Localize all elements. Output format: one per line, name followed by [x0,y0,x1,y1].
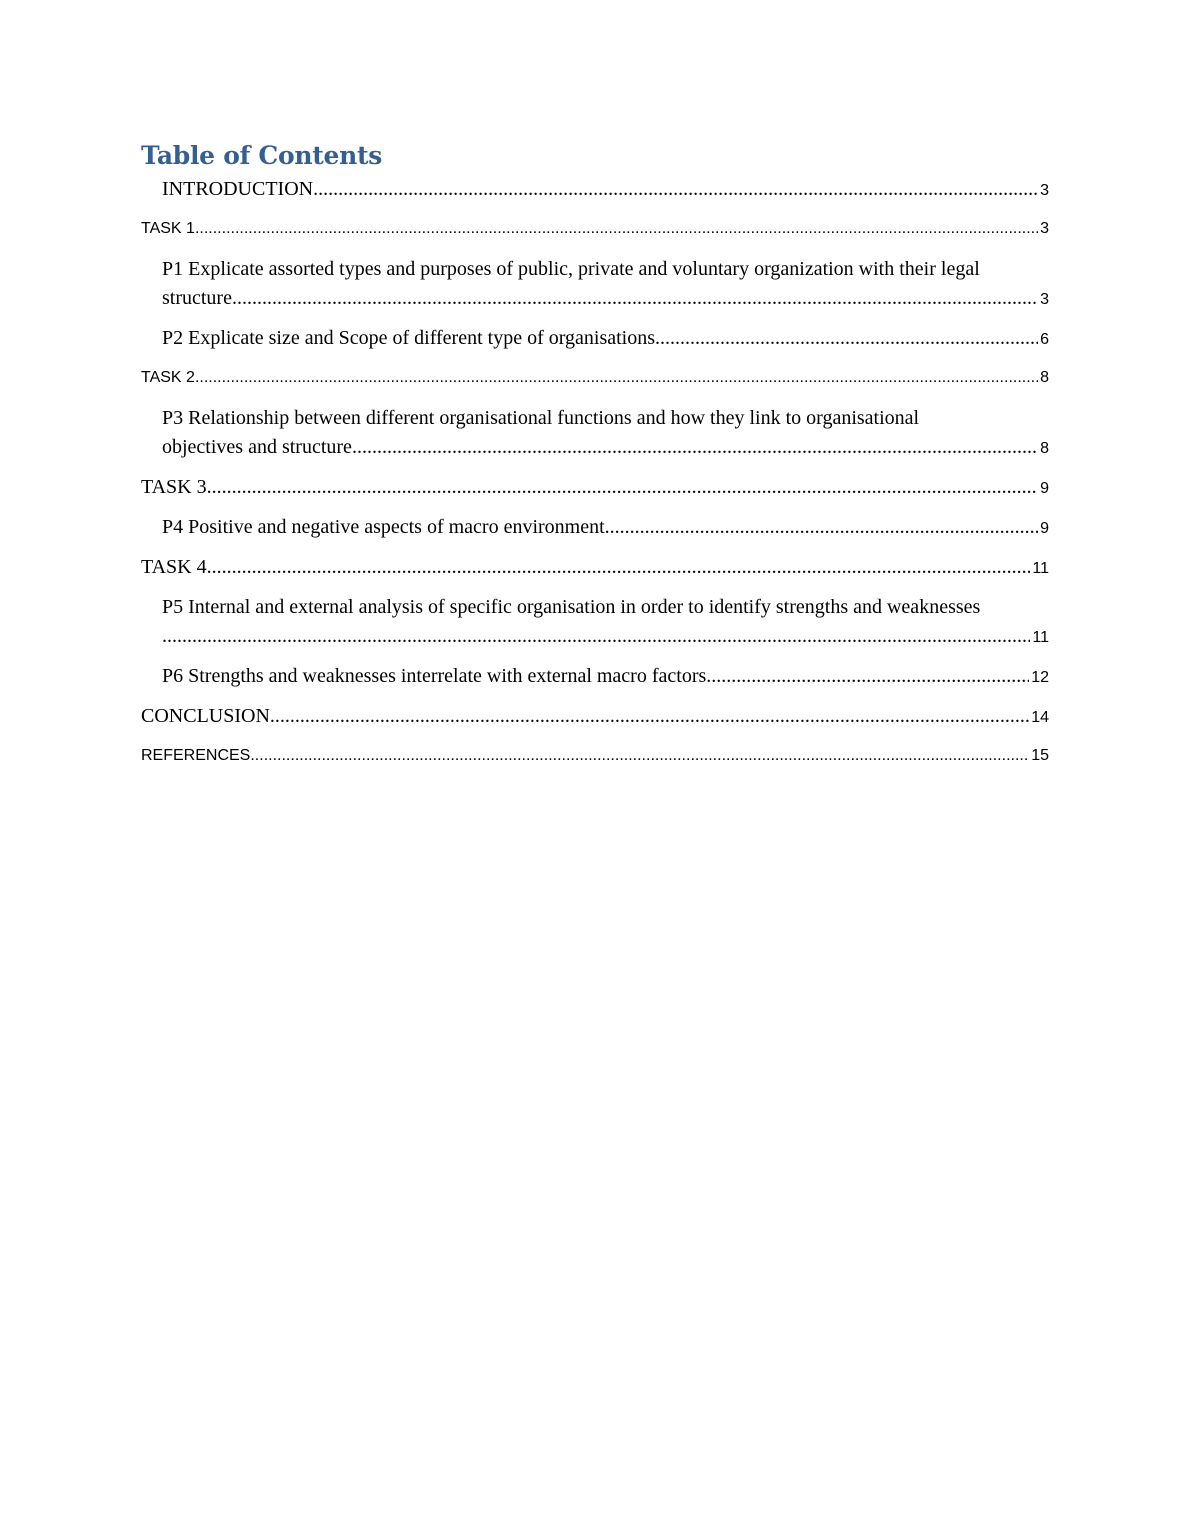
toc-entry-label: objectives and structure [162,436,352,458]
toc-page-number: 3 [1040,291,1049,308]
toc-entry-p6[interactable] [141,662,1049,690]
toc-entry-task-1[interactable] [141,215,1049,243]
dot-leader [313,175,1038,203]
dot-leader [250,742,1029,770]
toc-page-number: 3 [1040,220,1049,237]
toc-entry-task-4[interactable] [141,553,1049,581]
toc-entry-label-line1: P3 Relationship between different organisational functions and how they link to organisational [162,407,920,429]
toc-entry-p3[interactable] [141,404,1049,461]
dot-leader [706,662,1029,690]
toc-entry-task-2[interactable] [141,364,1049,392]
toc-entry-label-line1: P5 Internal and external analysis of specific organisation in order to identify strengths and weaknesses [162,596,981,618]
toc-entry-label: P2 Explicate size and Scope of different type of organisations [162,327,656,349]
dot-leader [352,433,1038,461]
toc-entry-label: TASK 3 [141,476,207,498]
dot-leader [195,364,1038,392]
toc-page-number: 9 [1040,520,1049,537]
toc-entry-label: TASK 4 [141,556,207,578]
toc-entry-label: TASK 2 [141,369,195,386]
toc-page-number: 11 [1032,629,1049,646]
dot-leader [195,215,1038,243]
toc-page-number: 12 [1031,669,1049,686]
dot-leader [162,622,1030,650]
toc-entry-introduction[interactable] [141,175,1049,203]
toc-entry-conclusion[interactable] [141,702,1049,730]
toc-page-number: 3 [1040,182,1049,199]
dot-leader [270,702,1029,730]
toc-entry-label: REFERENCES [141,747,251,764]
toc-title: Table of Contents [141,141,383,170]
dot-leader [655,324,1038,352]
toc-entry-p1[interactable] [141,255,1049,312]
toc-entry-p5[interactable] [141,593,1049,650]
toc-page-number: 14 [1031,709,1049,726]
toc-page-number: 9 [1040,480,1049,497]
toc-entry-label: TASK 1 [141,220,195,237]
dot-leader [207,473,1038,501]
dot-leader [207,553,1031,581]
toc-entry-label: P6 Strengths and weaknesses interrelate with external macro factors [162,665,707,687]
toc-entry-task-3[interactable] [141,473,1049,501]
toc-page-number: 11 [1032,560,1049,577]
toc-entry-p2[interactable] [141,324,1049,352]
toc-page-number: 8 [1040,440,1049,457]
toc-entry-label-line1: P1 Explicate assorted types and purposes of public, private and voluntary organization with their legal [162,258,980,280]
toc-page-number: 15 [1031,747,1049,764]
dot-leader [232,284,1038,312]
toc-entry-references[interactable] [141,742,1049,770]
toc-entry-label: P4 Positive and negative aspects of macro environment [162,516,605,538]
toc-entry-label: INTRODUCTION [162,178,314,200]
table-of-contents [141,140,1049,770]
toc-page-number: 8 [1040,369,1049,386]
toc-entry-label: structure [162,287,232,309]
toc-page-number: 6 [1040,331,1049,348]
toc-entry-p4[interactable] [141,513,1049,541]
dot-leader [605,513,1038,541]
toc-entry-label: CONCLUSION [141,705,270,727]
